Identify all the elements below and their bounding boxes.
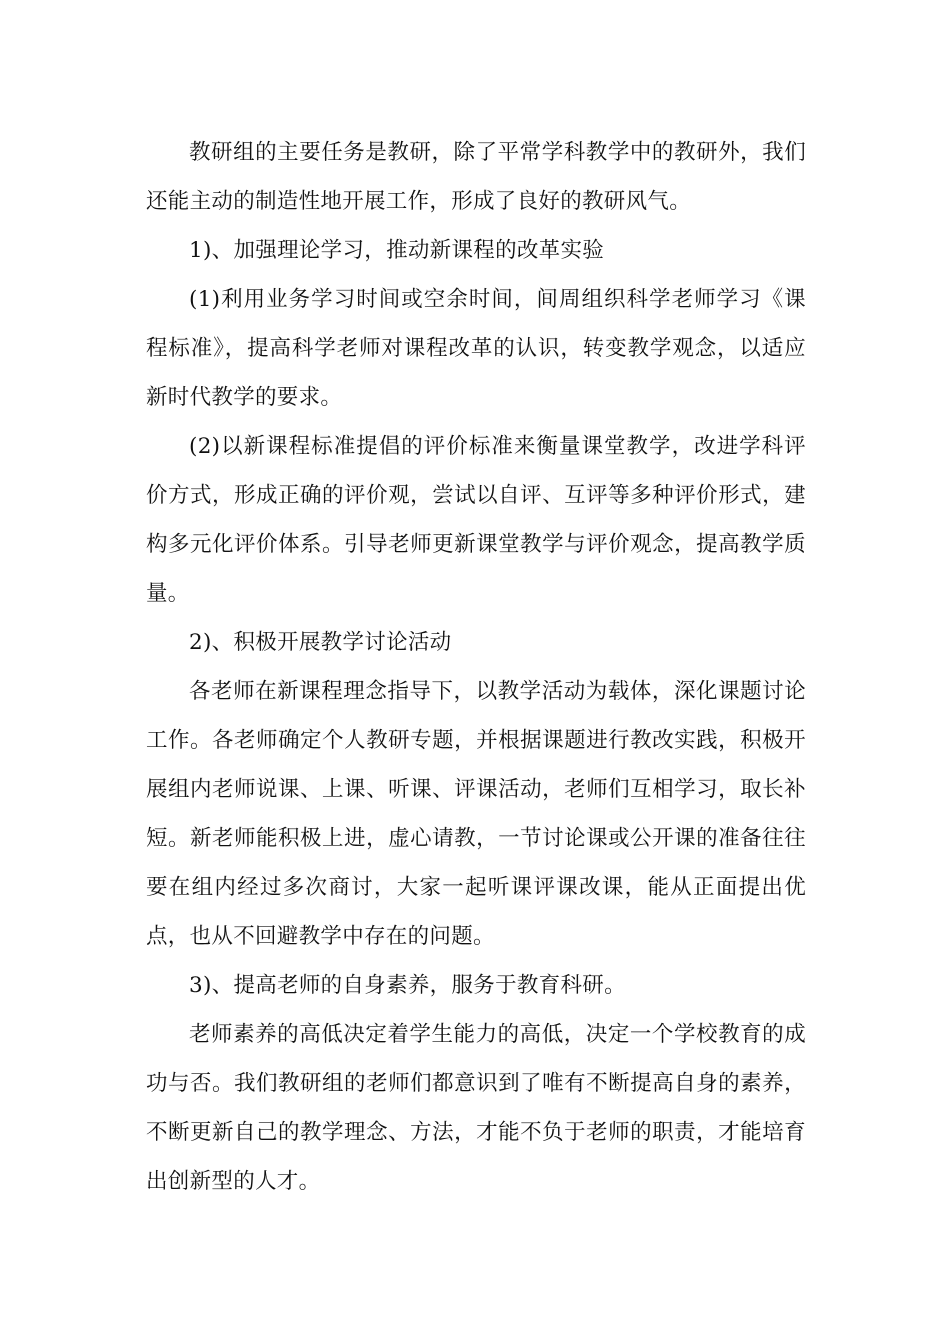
paragraph-quality: 老师素养的高低决定着学生能力的高低，决定一个学校教育的成功与否。我们教研组的老师们都意识到了唯有不断提高自身的素养，不断更新自己的教学理念、方法，才能不负于老师的职责，才能培育出创新型的人才。 [146,1022,806,1194]
paragraph-discussion: 各老师在新课程理念指导下，以教学活动为载体，深化课题讨论工作。各老师确定个人教研专题，并根据课题进行教改实践，积极开展组内老师说课、上课、听课、评课活动，老师们互相学习，取长补短。新老师能积极上进，虚心请教，一节讨论课或公开课的准备往往要在组内经过多次商讨，大家一起听课评课改课，能从正面提出优点，也从不回避教学中存在的问题。 [146,679,806,949]
paragraph-intro: 教研组的主要任务是教研，除了平常学科教学中的教研外，我们还能主动的制造性地开展工作，形成了良好的教研风气。 [146,140,806,214]
section-heading-2: 2)、积极开展教学讨论活动 [189,630,452,655]
section-heading-1: 1)、加强理论学习，推动新课程的改革实验 [189,238,605,263]
document-body [146,128,806,1206]
paragraph-item-2: (2)以新课程标准提倡的评价标准来衡量课堂教学，改进学科评价方式，形成正确的评价观，尝试以自评、互评等多种评价形式，建构多元化评价体系。引导老师更新课堂教学与评价观念，提高教学质量。 [146,434,806,606]
paragraph-item-1: (1)利用业务学习时间或空余时间，间周组织科学老师学习《课程标准》，提高科学老师对课程改革的认识，转变教学观念，以适应新时代教学的要求。 [146,287,806,410]
section-heading-3: 3)、提高老师的自身素养，服务于教育科研。 [189,973,626,998]
